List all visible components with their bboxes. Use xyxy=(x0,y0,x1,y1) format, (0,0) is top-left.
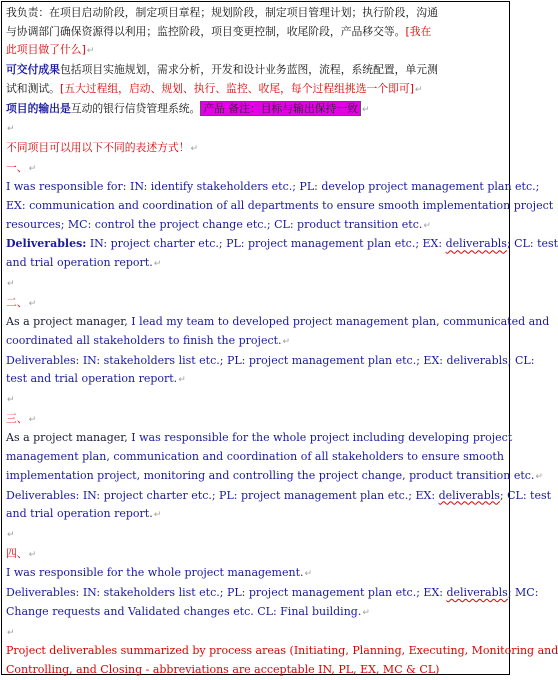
intro-line-5: 试和测试。[五大过程组，启动、规划、执行、监控、收尾，每个过程组挑选一个即可]↵ xyxy=(6,81,423,95)
blank-line: ↵ xyxy=(7,627,15,638)
section-4-deliverables-2: Change requests and Validated changes etc. CL: Final building.↵ xyxy=(6,604,370,618)
intro-line-6: 项目的输出是互动的银行信贷管理系统。 产品 备注：目标与输出保持一致 ↵ xyxy=(6,101,370,115)
blank-line: ↵ xyxy=(7,529,15,540)
highlight-note: 产品 备注：目标与输出保持一致 xyxy=(200,101,361,116)
blank-line: ↵ xyxy=(7,395,15,406)
section-3-number: 三、↵ xyxy=(6,411,37,425)
blank-line: ↵ xyxy=(7,278,15,289)
intro-line-2: 与协调部门确保资源得以利用；监控阶段，项目变更控制，收尾阶段，产品移交等。[我在 xyxy=(6,24,432,38)
section-2-text-2: coordinated all stakeholders to finish the project.↵ xyxy=(6,333,291,347)
section-2-text-1: As a project manager, I lead my team to developed project management plan, communicated and xyxy=(6,315,550,329)
intro-line-3: 此项目做了什么]↵ xyxy=(6,43,95,57)
summary-line-2: Controlling, and Closing - abbreviations are acceptable IN, PL, EX, MC & CL) xyxy=(6,662,440,676)
section-3-text-2: management plan, communication and coordination of all stakeholders to ensure smooth xyxy=(6,450,504,464)
section-1-text-2: EX: communication and coordination of all departments to ensure smooth implementation project xyxy=(6,199,554,213)
section-4-text-1: I was responsible for the whole project management.↵ xyxy=(6,566,313,580)
summary-line-1: Project deliverables summarized by process areas (Initiating, Planning, Executing, Monitoring and xyxy=(6,644,558,658)
section-heading: 不同项目可以用以下不同的表述方式！↵ xyxy=(6,140,199,154)
section-2-number: 二、↵ xyxy=(6,295,37,309)
section-2-deliverables-2: test and trial operation report.↵ xyxy=(6,372,186,386)
section-1-text-3: resources; MC: control the project change etc.; CL: product transition etc.↵ xyxy=(6,217,431,231)
section-1-text-1: I was responsible for: IN: identify stakeholders etc.; PL: develop project management plan etc.; xyxy=(6,180,540,194)
section-3-deliverables-1: Deliverables: IN: project charter etc.; PL: project management plan etc.; EX: deliverabls; CL: test xyxy=(6,488,552,502)
section-3-text-1: As a project manager, I was responsible for the whole project including developing project xyxy=(6,431,513,445)
blank-line: ↵ xyxy=(7,124,15,135)
intro-line-4: 可交付成果包括项目实施规划，需求分析，开发和设计业务蓝图，流程，系统配置，单元测 xyxy=(6,63,438,77)
section-1-deliverables-1: Deliverables: IN: project charter etc.; PL: project management plan etc.; EX: deliverabls; CL: test xyxy=(6,237,558,251)
section-1-number: 一、↵ xyxy=(6,160,37,174)
section-3-deliverables-2: and trial operation report.↵ xyxy=(6,507,162,521)
section-4-number: 四、↵ xyxy=(6,546,37,560)
document-body xyxy=(6,4,558,680)
section-3-text-3: implementation project, monitoring and controlling the project change, product transition etc.↵ xyxy=(6,468,543,482)
intro-line-1: 我负责：在项目启动阶段，制定项目章程；规划阶段，制定项目管理计划；执行阶段，沟通 xyxy=(6,6,438,19)
section-1-deliverables-2: and trial operation report.↵ xyxy=(6,256,162,270)
section-4-deliverables-1: Deliverables: IN: stakeholders list etc.; PL: project management plan etc.; EX: deliverabls; MC: xyxy=(6,586,539,600)
section-2-deliverables-1: Deliverables: IN: stakeholders list etc.; PL: project management plan etc.; EX: deliverabls; CL: xyxy=(6,353,535,367)
